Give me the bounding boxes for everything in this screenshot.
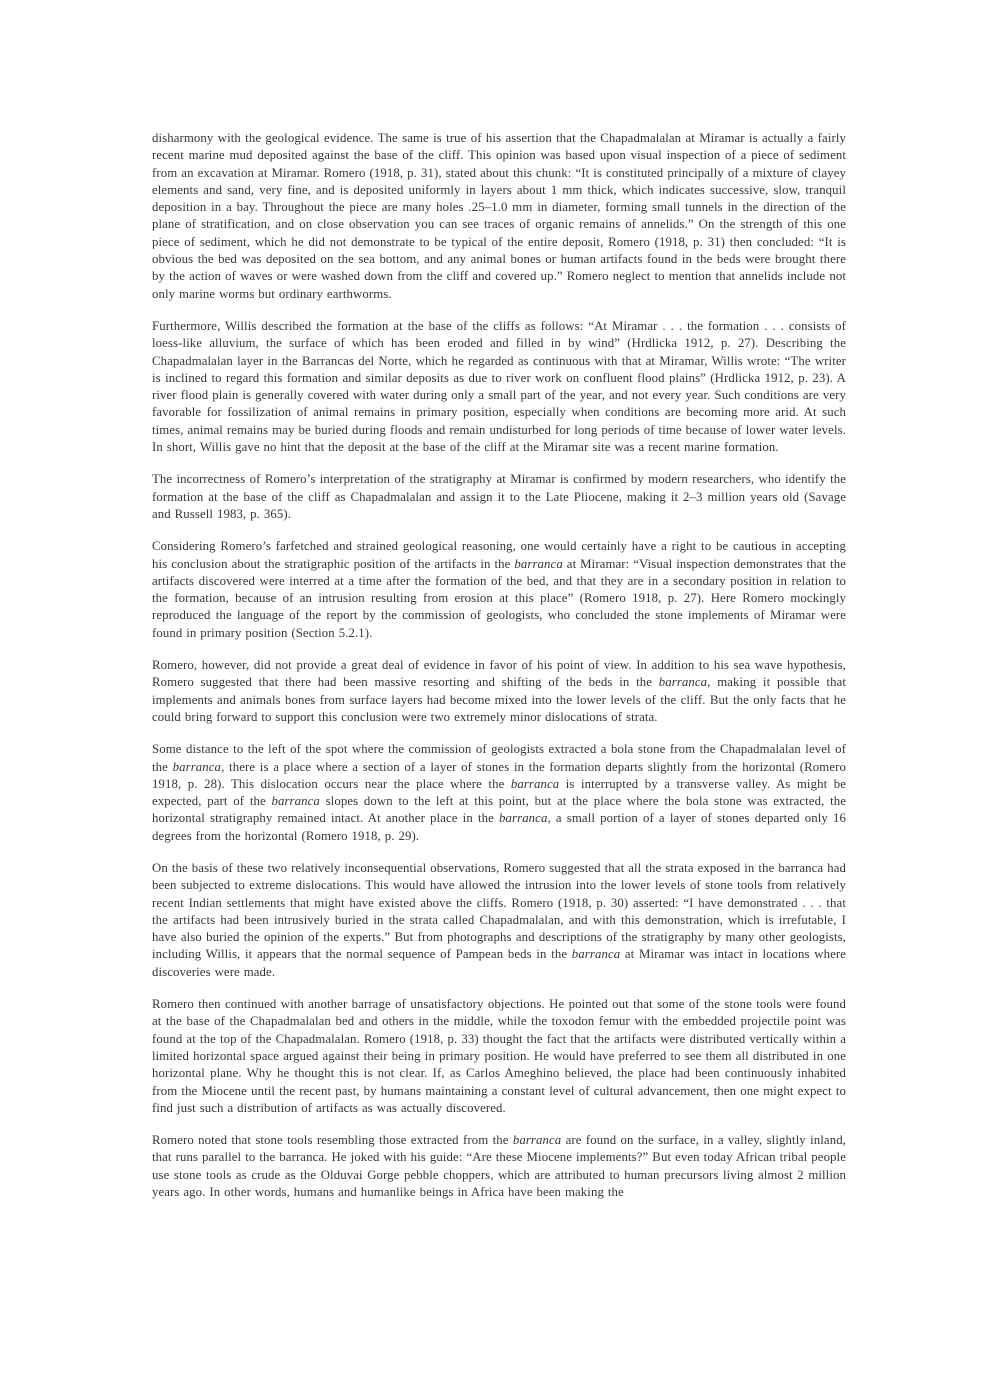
paragraph-5 bbox=[152, 657, 846, 726]
text-run: at Miramar: “Visual inspection demonstrates that the artifacts discovered were interred at a time after the formation of the bed, and that they are in a secondary position in relation to the formation, because of an intrusion resulting from erosion at this place” (Romero 1918, p. 27). Here Romero mockingly reproduced the language of the report by the commission of geologists, who concluded the stone implements of Miramar were found in primary position (Section 5.2.1). bbox=[152, 556, 846, 640]
text-run: Romero then continued with another barrage of unsatisfactory objections. He pointed out that some of the stone tools were found at the base of the Chapadmalalan bed and others in the middle, while the toxodon femur with the embedded projectile point was found at the top of the Chapadmalalan. Romero (1918, p. 33) thought the fact that the artifacts were distributed vertically within a limited horizontal space argued against their being in primary position. He would have preferred to see them all distributed in one horizontal plane. Why he thought this is not clear. If, as Carlos Ameghino believed, the place had been continuously inhabited from the Miocene until the recent past, by humans maintaining a constant level of cultural advancement, then one might expect to find just such a distribution of artifacts as was actually discovered. bbox=[152, 997, 846, 1115]
italic-text-run: barranca bbox=[658, 675, 708, 690]
paragraph-6 bbox=[152, 741, 846, 845]
text-run: Considering Romero’s farfetched and strained geological reasoning, one would certainly have a right to be cautious in accepting his conclusion about the stratigraphic position of the artifacts in the bbox=[152, 539, 846, 571]
paragraph-2 bbox=[152, 318, 846, 456]
italic-text-run: barranca bbox=[512, 1133, 562, 1148]
text-run: On the basis of these two relatively inconsequential observations, Romero suggested that all the strata exposed in the barranca had been subjected to extreme dislocations. This would have allowed the intrusion into the lower levels of stone tools from relatively recent Indian settlements that might have existed above the cliffs. Romero (1918, p. 30) asserted: “I have demonstrated . . . that the artifacts had been intrusively buried in the strata called Chapadmalalan, and with this demonstration, which is irrefutable, I have also buried the opinion of the experts.” But from photographs and descriptions of the stratigraphy by many other geologists, including Willis, it appears that the normal sequence of Pampean beds in the bbox=[152, 860, 846, 962]
text-run: at Miramar was intact in locations where discoveries were made. bbox=[152, 947, 846, 979]
italic-text-run: barranca bbox=[499, 811, 548, 826]
text-run: Romero, however, did not provide a great deal of evidence in favor of his point of view. In addition to his sea wave hypothesis, Romero suggested that there had been massive resorting and shifting of the beds in the bbox=[152, 658, 846, 690]
italic-text-run: barranca bbox=[271, 794, 320, 809]
text-run: , a small portion of a layer of stones departed only 16 degrees from the horizontal (Romero 1918, p. 29). bbox=[152, 811, 846, 843]
text-run: Some distance to the left of the spot where the commission of geologists extracted a bola stone from the Chapadmalalan level of the bbox=[152, 742, 846, 774]
text-run: is interrupted by a transverse valley. As might be expected, part of the bbox=[152, 776, 846, 809]
text-run: Furthermore, Willis described the formation at the base of the cliffs as follows: “At Miramar . . . the formation . . . consists of loess-like alluvium, the surface of which has been eroded and filled in by wind” (Hrdlicka 1912, p. 27). Describing the Chapadmalalan layer in the Barrancas del Norte, which he regarded as continuous with that at Miramar, Willis wrote: “The writer is inclined to regard this formation and similar deposits as due to river work on confluent flood plains” (Hrdlicka 1912, p. 23). A river flood plain is generally covered with water during only a small part of the year, and not every year. Such conditions are very favorable for fossilization of animal remains in primary position, especially when conditions are becoming more arid. At such times, animal remains may be buried during floods and remain undisturbed for long periods of time because of lower water levels. In short, Willis gave no hint that the deposit at the base of the cliff at the Miramar site was a recent marine formation. bbox=[152, 318, 846, 455]
italic-text-run: barranca bbox=[172, 759, 222, 774]
paragraph-1 bbox=[152, 130, 846, 303]
italic-text-run: barranca bbox=[510, 776, 560, 791]
paragraph-4 bbox=[152, 538, 846, 642]
paragraph-8 bbox=[152, 996, 846, 1117]
text-run: are found on the surface, in a valley, slightly inland, that runs parallel to the barranca. He joked with his guide: “Are these Miocene implements?” But even today African tribal people use stone tools as crude as the Olduvai Gorge pebble choppers, which are attributed to human precursors living almost 2 million years ago. In other words, humans and humanlike beings in Africa have been making the bbox=[152, 1133, 846, 1200]
text-run: Romero noted that stone tools resembling those extracted from the bbox=[152, 1133, 513, 1148]
text-run: The incorrectness of Romero’s interpretation of the stratigraphy at Miramar is confirmed by modern researchers, who identify the formation at the base of the cliff as Chapadmalalan and assign it to the Late Pliocene, making it 2–3 million years old (Savage and Russell 1983, p. 365). bbox=[152, 472, 846, 521]
text-run: , there is a place where a section of a layer of stones in the formation departs slightly from the horizontal (Romero 1918, p. 28). This dislocation occurs near the place where the bbox=[152, 759, 846, 791]
paragraph-3 bbox=[152, 471, 846, 523]
text-run: , making it possible that implements and animals bones from surface layers had become mixed into the lower levels of the cliff. But the only facts that he could bring forward to support this conclusion were two extremely minor dislocations of strata. bbox=[152, 675, 847, 724]
italic-text-run: barranca bbox=[571, 947, 621, 962]
italic-text-run: barranca bbox=[514, 556, 563, 571]
text-run: disharmony with the geological evidence. The same is true of his assertion that the Chapadmalalan at Miramar is actually a fairly recent marine mud deposited against the base of the cliff. This opinion was based upon visual inspection of a piece of sediment from an excavation at Miramar. Romero (1918, p. 31), stated about this chunk: “It is constituted principally of a mixture of clayey elements and sand, very fine, and is deposited uniformly in layers about 1 mm thick, which indicates successive, slow, tranquil deposition in a bay. Throughout the piece are many holes .25–1.0 mm in diameter, forming small tunnels in the direction of the plane of stratification, and on close observation you can see traces of organic remains of annelids.” On the strength of this one piece of sediment, which he did not demonstrate to be typical of the entire deposit, Romero (1918, p. 31) then concluded: “It is obvious the bed was deposited on the sea bottom, and any animal bones or human artifacts found in the beds were brought there by the action of waves or were washed down from the cliff and covered up.” Romero neglect to mention that annelids include not only marine worms but ordinary earthworms. bbox=[152, 131, 846, 301]
paragraph-9 bbox=[152, 1132, 846, 1201]
text-run: slopes down to the left at this point, but at the place where the bola stone was extracted, the horizontal stratigraphy remained intact. At another place in the bbox=[152, 794, 846, 826]
paragraph-7 bbox=[152, 860, 846, 981]
text-column bbox=[152, 130, 846, 1216]
